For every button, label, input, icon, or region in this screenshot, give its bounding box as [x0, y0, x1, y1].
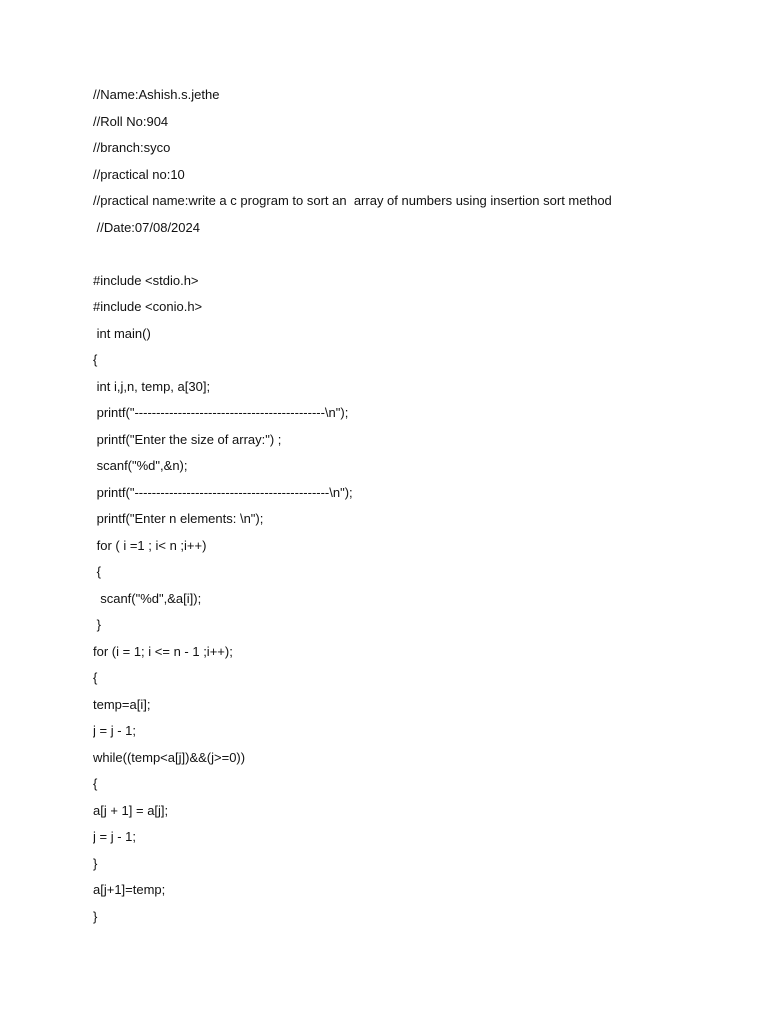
code-line: printf("Enter the size of array:") ; [93, 431, 282, 447]
code-line: a[j + 1] = a[j]; [93, 802, 169, 818]
code-line: for (i = 1; i <= n - 1 ;i++); [93, 643, 233, 659]
code-line: { [93, 776, 98, 791]
comment-name-line: //Name:Ashish.s.jethe [93, 87, 220, 102]
code-line: temp=a[i]; [93, 696, 151, 712]
code-line: { [93, 564, 101, 579]
code-line: j = j - 1; [93, 829, 136, 844]
comment-practical-name-line: //practical name:write a c program to sort an array of numbers using insertion sort method [93, 193, 612, 208]
code-line: int i,j,n, temp, a[30]; [93, 378, 211, 394]
code-line: printf("Enter n elements: \n"); [93, 511, 264, 526]
code-listing [93, 84, 753, 932]
code-line: } [93, 908, 98, 924]
code-line: #include <conio.h> [93, 299, 203, 314]
comment-roll-line: //Roll No:904 [93, 113, 169, 129]
code-line: scanf("%d",&n); [93, 458, 188, 473]
code-line: int main() [93, 325, 151, 341]
code-line: printf("---------------------------------------------\n"); [93, 484, 353, 500]
code-line: a[j+1]=temp; [93, 882, 166, 897]
code-line: j = j - 1; [93, 723, 136, 738]
code-line: } [93, 617, 101, 632]
comment-practical-no-line: //practical no:10 [93, 166, 185, 182]
code-line: while((temp<a[j])&&(j>=0)) [93, 749, 246, 765]
code-line: { [93, 670, 98, 685]
code-line: { [93, 352, 98, 367]
comment-branch-line: //branch:syco [93, 140, 171, 155]
blank-line [93, 243, 753, 270]
code-line: } [93, 855, 98, 871]
comment-date-line: //Date:07/08/2024 [93, 219, 200, 235]
code-line: for ( i =1 ; i< n ;i++) [93, 537, 207, 553]
code-line: #include <stdio.h> [93, 272, 199, 288]
code-line: scanf("%d",&a[i]); [93, 590, 202, 606]
code-line: printf("--------------------------------------------\n"); [93, 405, 349, 420]
